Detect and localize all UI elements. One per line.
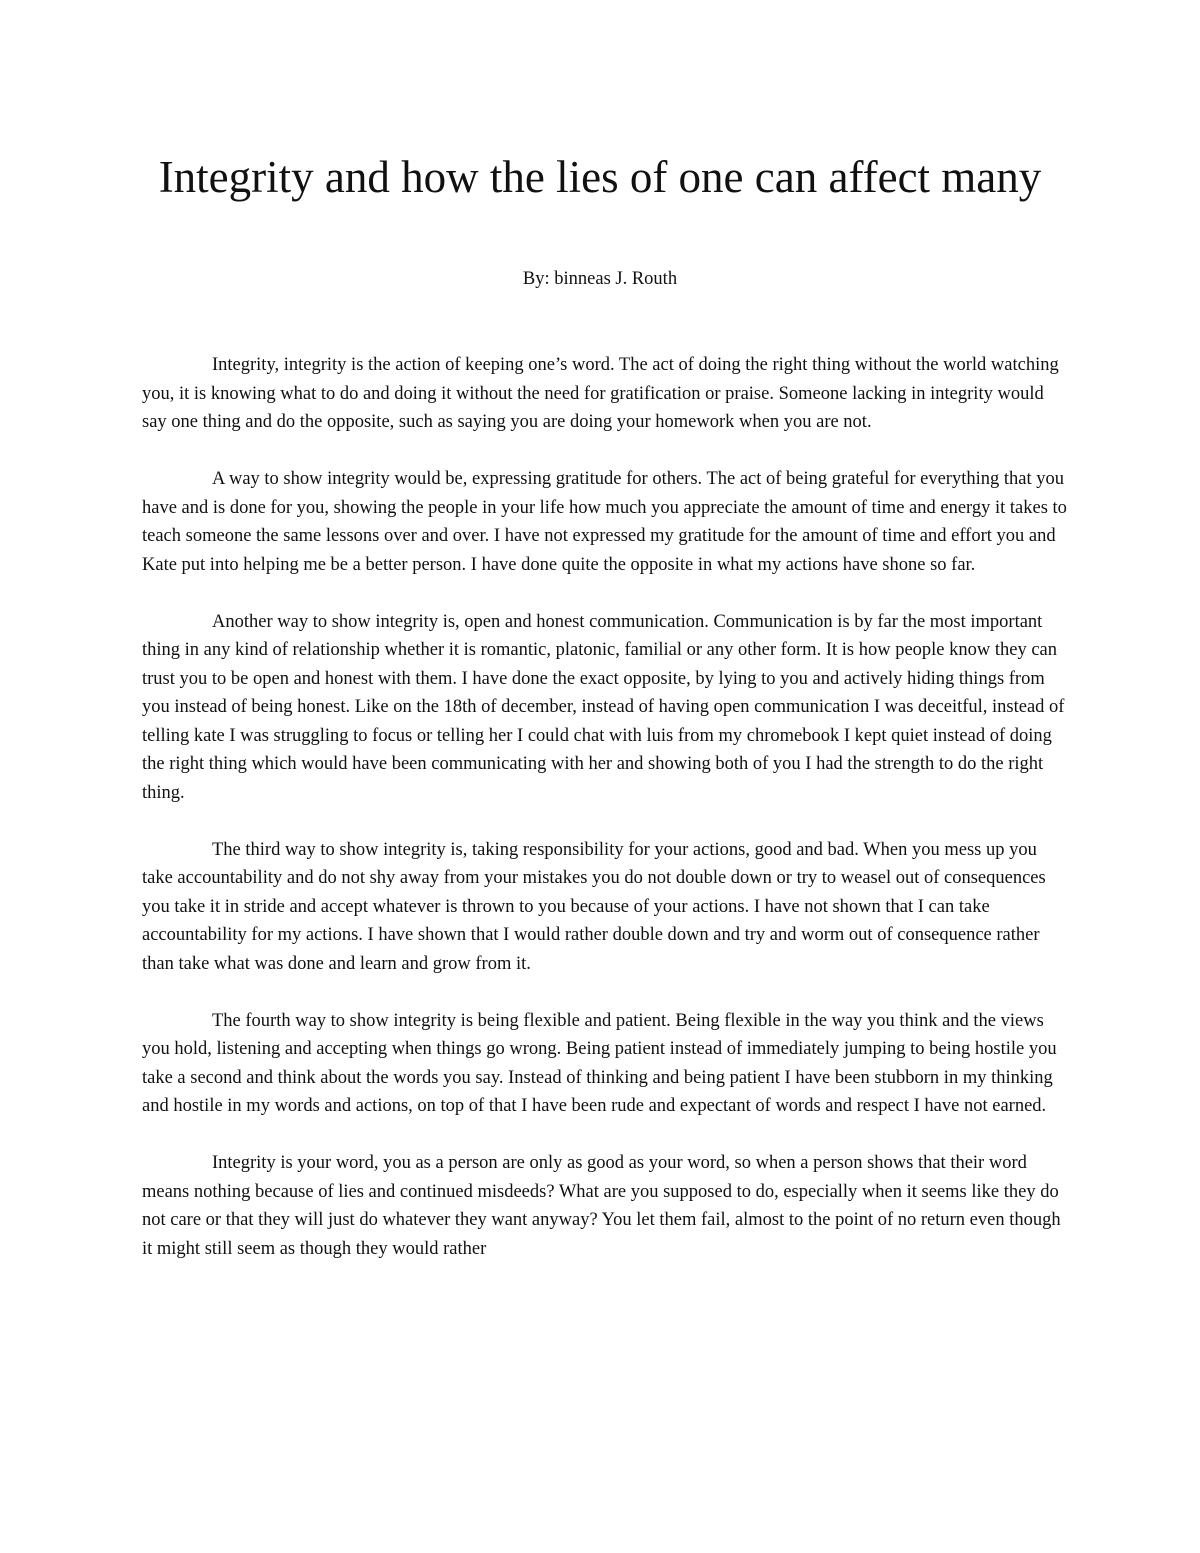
body-paragraph: Integrity, integrity is the action of keeping one’s word. The act of doing the right thing without the world watching you, it is knowing what to do and doing it without the need for gratification or praise. Someone lacking in integrity would say one thing and do the opposite, such as saying you are doing your homework when you are not.	[142, 355, 1059, 432]
body-paragraph: Integrity is your word, you as a person are only as good as your word, so when a person shows that their word means nothing because of lies and continued misdeeds? What are you supposed to do, especially when it seems like they do not care or that they will just do whatever they want anyway? You let them fail, almost to the point of no return even though it might still seem as though they would rather	[142, 1153, 1061, 1259]
document-title: Integrity and how the lies of one can affect many	[158, 152, 1042, 202]
body-paragraph: Another way to show integrity is, open and honest communication. Communication is by far the most important thing in any kind of relationship whether it is romantic, platonic, familial or any other form. It is how people know they can trust you to be open and honest with them. I have done the exact opposite, by lying to you and actively hiding things from you instead of being honest. Like on the 18th of december, instead of having open communication I was deceitful, instead of telling kate I was struggling to focus or telling her I could chat with luis from my chromebook I kept quiet instead of doing the right thing which would have been communicating with her and showing both of you I had the strength to do the right thing.	[142, 611, 1065, 803]
document-body	[142, 351, 1070, 1292]
body-paragraph: The fourth way to show integrity is being flexible and patient. Being flexible in the way you think and the views you hold, listening and accepting when things go wrong. Being patient instead of immediately jumping to being hostile you take a second and think about the words you say. Instead of thinking and being patient I have been stubborn in my thinking and hostile in my words and actions, on top of that I have been rude and expectant of words and respect I have not earned.	[142, 1010, 1057, 1116]
body-paragraph: The third way to show integrity is, taking responsibility for your actions, good and bad. When you mess up you take accountability and do not shy away from your mistakes you do not double down or try to weasel out of consequences you take it in stride and accept whatever is thrown to you because of your actions. I have not shown that I can take accountability for my actions. I have shown that I would rather double down and try and worm out of consequence rather than take what was done and learn and grow from it.	[142, 839, 1046, 974]
body-paragraph: A way to show integrity would be, expressing gratitude for others. The act of being grateful for everything that you have and is done for you, showing the people in your life how much you appreciate the amount of time and energy it takes to teach someone the same lessons over and over. I have not expressed my gratitude for the amount of time and effort you and Kate put into helping me be a better person. I have done quite the opposite in what my actions have shone so far.	[142, 469, 1067, 575]
author-byline: By: binneas J. Routh	[522, 269, 678, 289]
